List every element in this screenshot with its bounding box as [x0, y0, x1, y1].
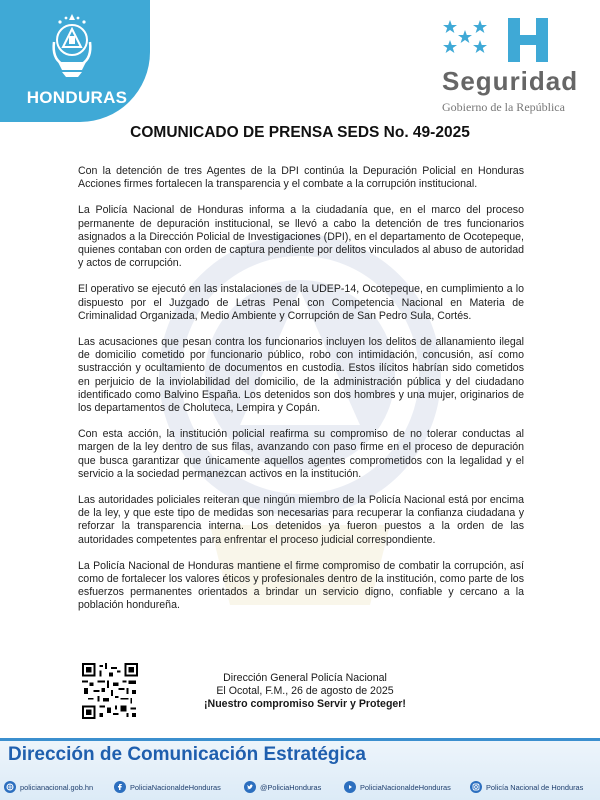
social-link-facebook[interactable]	[114, 778, 221, 796]
paragraph: La Policía Nacional de Honduras mantiene el firme compromiso de combatir la corrupción, así como de fortalecer los valores éticos y profesionales dentro de la institución, como parte de los esfuerzos permanentes orientados a brindar un servicio digno, confiable y cercano a la población hondureña.	[78, 559, 524, 612]
twitter-icon	[244, 781, 256, 793]
press-release-body	[78, 165, 524, 626]
brand-subtitle: Gobierno de la República	[442, 100, 565, 114]
paragraph: El operativo se ejecutó en las instalaciones de la UDEP-14, Ocotepeque, en cumplimiento a lo dispuesto por el Juzgado de Letras Penal con Competencia Nacional en Materia de Criminalidad Organizada, Medio Ambiente y Corrupción de San Pedro Sula, Cortés.	[78, 283, 524, 322]
footer-title: Dirección de Comunicación Estratégica	[8, 744, 366, 765]
social-link-twitter[interactable]	[244, 778, 321, 796]
place-date-line: El Ocotal, F.M., 26 de agosto de 2025	[216, 685, 394, 698]
paragraph: La Policía Nacional de Honduras informa a la ciudadanía que, en el marco del proceso permanente de depuración institucional, se llevó a cabo la detención de tres funcionarios asignados a la Dirección Policial de Investigaciones (DPI), en el departamento de Ocotepeque, quienes contaban con orden de captura pendiente por delitos vinculados al abuso de autoridad y actos de corrupción.	[78, 204, 524, 270]
footer-divider	[0, 738, 600, 741]
h-logo-mark	[506, 16, 552, 66]
web-icon	[4, 781, 16, 793]
paragraph: Las autoridades policiales reiteran que ningún miembro de la Policía Nacional está por encima de la ley, y que este tipo de medidas son necesarias para recuperar la confianza ciudadana y reforzar la transparencia interna. Los detenidos ya fueron puestos a la orden de las autoridades competentes para enfrentar el proceso judicial correspondiente.	[78, 494, 524, 546]
social-label: PoliciaNacionaldeHonduras	[360, 782, 451, 792]
brand-name: Seguridad	[442, 66, 579, 96]
social-label: Policía Nacional de Honduras	[486, 782, 584, 792]
paragraph: Con la detención de tres Agentes de la DPI continúa la Depuración Policial en Honduras Acciones firmes fortalecen la transparencia y el combate a la corrupción institucional.	[78, 165, 524, 191]
honduras-crest-logo	[48, 12, 96, 78]
social-label: @PoliciaHonduras	[260, 782, 322, 792]
social-label: policianacional.gob.hn	[20, 782, 94, 792]
document-title: COMUNICADO DE PRENSA SEDS No. 49-2025	[130, 124, 470, 141]
seguridad-logo	[432, 12, 600, 122]
country-label: HONDURAS	[26, 88, 128, 107]
issuer-line: Dirección General Policía Nacional	[223, 672, 387, 684]
qr-code[interactable]	[82, 660, 138, 722]
signature-block	[200, 672, 410, 712]
motto-line: ¡Nuestro compromiso Servir y Proteger!	[204, 698, 406, 711]
youtube-icon	[344, 781, 356, 793]
facebook-icon	[114, 781, 126, 793]
paragraph: Con esta acción, la institución policial reafirma su compromiso de no tolerar conductas al margen de la ley dentro de sus filas, avanzando con paso firme en el proceso de depuración que busca garantizar que únicamente aquellos agentes comprometidos con la legalidad y el servicio a la sociedad permanezcan activos en la institución.	[78, 428, 524, 480]
social-link-youtube[interactable]	[344, 778, 451, 796]
paragraph: Las acusaciones que pesan contra los funcionarios incluyen los delitos de allanamiento ilegal de domicilio cometido por funcionario público, robo con intimidación, concusión, así como sustracción y ocultamiento de documentos en custodia. Estos ilícitos habrían sido cometidos en perjuicio de la inviolabilidad del domicilio, de la administración pública y del ciudadano identificado como Balvino España. Los detenidos son dos hombres y una mujer, originarios de los departamentos de Choluteca, Lempira y Copán.	[78, 336, 524, 415]
footer	[0, 738, 600, 800]
instagram-icon	[470, 781, 482, 793]
social-link-website[interactable]	[4, 778, 93, 796]
social-links	[0, 778, 600, 796]
social-label: PoliciaNacionaldeHonduras	[130, 782, 221, 792]
social-link-instagram[interactable]	[470, 778, 583, 796]
stars-icon	[442, 18, 504, 56]
